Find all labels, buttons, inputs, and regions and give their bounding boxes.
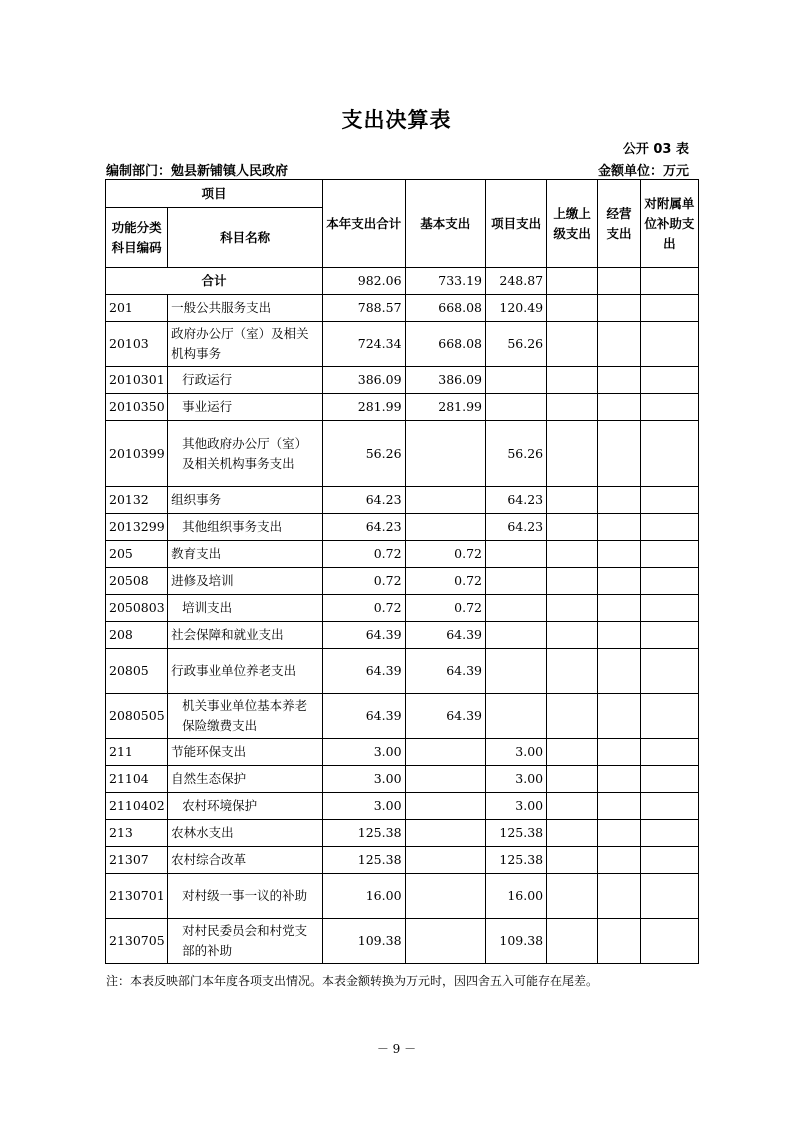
project-cell: 16.00 — [486, 874, 547, 919]
project-cell: 3.00 — [486, 793, 547, 820]
project-cell: 56.26 — [486, 421, 547, 487]
total-cell: 109.38 — [323, 919, 406, 964]
subject-name-cell: 行政运行 — [168, 367, 323, 394]
project-cell: 64.23 — [486, 514, 547, 541]
subject-name-cell: 一般公共服务支出 — [168, 295, 323, 322]
project-cell — [486, 541, 547, 568]
code-cell: 2110402 — [106, 793, 168, 820]
basic-cell: 386.09 — [405, 367, 485, 394]
subsidy-cell — [640, 421, 698, 487]
subsidy-cell — [640, 367, 698, 394]
table-row — [106, 514, 699, 541]
total-project: 248.87 — [486, 268, 547, 295]
subsidy-cell — [640, 541, 698, 568]
table-row — [106, 568, 699, 595]
header-row-top — [106, 180, 699, 208]
subsidy-cell — [640, 874, 698, 919]
form-code: 公开 03 表 — [622, 142, 689, 157]
total-row — [106, 268, 699, 295]
header-total-expenditure: 本年支出合计 — [323, 180, 406, 268]
operating-cell — [598, 793, 641, 820]
operating-cell — [598, 487, 641, 514]
upper-cell — [547, 694, 598, 739]
subsidy-cell — [640, 514, 698, 541]
code-cell: 20805 — [106, 649, 168, 694]
code-cell: 2013299 — [106, 514, 168, 541]
upper-cell — [547, 568, 598, 595]
subject-name-cell: 行政事业单位养老支出 — [168, 649, 323, 694]
project-cell: 125.38 — [486, 820, 547, 847]
code-cell: 211 — [106, 739, 168, 766]
table-row — [106, 394, 699, 421]
code-cell: 20103 — [106, 322, 168, 367]
code-cell: 205 — [106, 541, 168, 568]
subsidy-cell — [640, 568, 698, 595]
table-row — [106, 595, 699, 622]
subsidy-cell — [640, 295, 698, 322]
department-label: 编制部门：勉县新铺镇人民政府 — [106, 164, 289, 179]
upper-cell — [547, 322, 598, 367]
subsidy-cell — [640, 322, 698, 367]
subsidy-cell — [640, 919, 698, 964]
table-row — [106, 820, 699, 847]
total-subsidy — [640, 268, 698, 295]
subject-name-cell: 组织事务 — [168, 487, 323, 514]
upper-cell — [547, 541, 598, 568]
header-project-expenditure: 项目支出 — [486, 180, 547, 268]
total-cell: 64.23 — [323, 487, 406, 514]
subsidy-cell — [640, 394, 698, 421]
upper-cell — [547, 421, 598, 487]
total-sum: 982.06 — [323, 268, 406, 295]
upper-cell — [547, 874, 598, 919]
total-cell: 0.72 — [323, 595, 406, 622]
code-cell: 2130705 — [106, 919, 168, 964]
operating-cell — [598, 694, 641, 739]
code-cell: 20508 — [106, 568, 168, 595]
upper-cell — [547, 739, 598, 766]
subsidy-cell — [640, 487, 698, 514]
table-body — [106, 180, 699, 964]
operating-cell — [598, 595, 641, 622]
upper-cell — [547, 514, 598, 541]
basic-cell: 0.72 — [405, 595, 485, 622]
code-cell: 2010399 — [106, 421, 168, 487]
table-row — [106, 295, 699, 322]
subsidy-cell — [640, 694, 698, 739]
code-cell: 2010350 — [106, 394, 168, 421]
page-title: 支出决算表 — [341, 108, 452, 132]
operating-cell — [598, 739, 641, 766]
header-function-code: 功能分类科目编码 — [106, 208, 168, 268]
header-basic-expenditure: 基本支出 — [405, 180, 485, 268]
page-number: － 9 － — [376, 1042, 417, 1056]
header-subsidy-expenditure: 对附属单位补助支出 — [640, 180, 698, 268]
project-cell: 120.49 — [486, 295, 547, 322]
code-cell: 20132 — [106, 487, 168, 514]
code-cell: 2130701 — [106, 874, 168, 919]
subject-name-cell: 农村综合改革 — [168, 847, 323, 874]
total-cell: 16.00 — [323, 874, 406, 919]
operating-cell — [598, 874, 641, 919]
code-cell: 201 — [106, 295, 168, 322]
subject-name-cell: 其他政府办公厅（室）及相关机构事务支出 — [168, 421, 323, 487]
subject-name-cell: 对村民委员会和村党支部的补助 — [168, 919, 323, 964]
header-project: 项目 — [106, 180, 323, 208]
basic-cell — [405, 514, 485, 541]
total-basic: 733.19 — [405, 268, 485, 295]
project-cell — [486, 367, 547, 394]
total-cell: 64.39 — [323, 649, 406, 694]
upper-cell — [547, 649, 598, 694]
project-cell — [486, 568, 547, 595]
table-row — [106, 541, 699, 568]
operating-cell — [598, 367, 641, 394]
subsidy-cell — [640, 649, 698, 694]
table-row — [106, 919, 699, 964]
total-cell: 788.57 — [323, 295, 406, 322]
subsidy-cell — [640, 739, 698, 766]
basic-cell — [405, 766, 485, 793]
project-cell — [486, 622, 547, 649]
basic-cell: 64.39 — [405, 694, 485, 739]
subject-name-cell: 培训支出 — [168, 595, 323, 622]
subject-name-cell: 农林水支出 — [168, 820, 323, 847]
code-cell: 2080505 — [106, 694, 168, 739]
code-cell: 2050803 — [106, 595, 168, 622]
basic-cell: 281.99 — [405, 394, 485, 421]
basic-cell — [405, 820, 485, 847]
subject-name-cell: 政府办公厅（室）及相关机构事务 — [168, 322, 323, 367]
upper-cell — [547, 595, 598, 622]
table-row — [106, 322, 699, 367]
project-cell — [486, 595, 547, 622]
basic-cell: 0.72 — [405, 541, 485, 568]
basic-cell — [405, 919, 485, 964]
operating-cell — [598, 394, 641, 421]
table-row — [106, 622, 699, 649]
total-cell: 125.38 — [323, 847, 406, 874]
basic-cell — [405, 487, 485, 514]
subject-name-cell: 进修及培训 — [168, 568, 323, 595]
total-cell: 3.00 — [323, 766, 406, 793]
operating-cell — [598, 295, 641, 322]
table-row — [106, 766, 699, 793]
project-cell: 56.26 — [486, 322, 547, 367]
operating-cell — [598, 514, 641, 541]
basic-cell — [405, 847, 485, 874]
table-row — [106, 739, 699, 766]
subsidy-cell — [640, 766, 698, 793]
table-row — [106, 649, 699, 694]
table-row — [106, 367, 699, 394]
total-cell: 386.09 — [323, 367, 406, 394]
subject-name-cell: 对村级一事一议的补助 — [168, 874, 323, 919]
table-row — [106, 847, 699, 874]
code-cell: 21104 — [106, 766, 168, 793]
project-cell — [486, 649, 547, 694]
upper-cell — [547, 820, 598, 847]
header-upper-expenditure: 上缴上级支出 — [547, 180, 598, 268]
total-cell: 3.00 — [323, 739, 406, 766]
upper-cell — [547, 295, 598, 322]
subject-name-cell: 自然生态保护 — [168, 766, 323, 793]
total-label: 合计 — [106, 268, 323, 295]
basic-cell: 668.08 — [405, 295, 485, 322]
basic-cell — [405, 874, 485, 919]
basic-cell: 64.39 — [405, 649, 485, 694]
total-cell: 0.72 — [323, 541, 406, 568]
total-operating — [598, 268, 641, 295]
basic-cell — [405, 739, 485, 766]
subsidy-cell — [640, 793, 698, 820]
upper-cell — [547, 622, 598, 649]
basic-cell — [405, 793, 485, 820]
total-cell: 724.34 — [323, 322, 406, 367]
operating-cell — [598, 622, 641, 649]
upper-cell — [547, 847, 598, 874]
project-cell — [486, 394, 547, 421]
upper-cell — [547, 793, 598, 820]
subject-name-cell: 社会保障和就业支出 — [168, 622, 323, 649]
project-cell: 109.38 — [486, 919, 547, 964]
subject-name-cell: 教育支出 — [168, 541, 323, 568]
upper-cell — [547, 367, 598, 394]
code-cell: 21307 — [106, 847, 168, 874]
operating-cell — [598, 568, 641, 595]
operating-cell — [598, 820, 641, 847]
upper-cell — [547, 919, 598, 964]
unit-label: 金额单位：万元 — [597, 164, 689, 179]
subsidy-cell — [640, 847, 698, 874]
total-cell: 281.99 — [323, 394, 406, 421]
code-cell: 213 — [106, 820, 168, 847]
header-operating-expenditure: 经营支出 — [598, 180, 641, 268]
project-cell: 3.00 — [486, 739, 547, 766]
basic-cell: 668.08 — [405, 322, 485, 367]
total-cell: 3.00 — [323, 793, 406, 820]
subject-name-cell: 其他组织事务支出 — [168, 514, 323, 541]
table-row — [106, 793, 699, 820]
operating-cell — [598, 322, 641, 367]
total-cell: 64.39 — [323, 694, 406, 739]
table-row — [106, 694, 699, 739]
code-cell: 208 — [106, 622, 168, 649]
subject-name-cell: 机关事业单位基本养老保险缴费支出 — [168, 694, 323, 739]
upper-cell — [547, 487, 598, 514]
basic-cell: 0.72 — [405, 568, 485, 595]
total-cell: 64.39 — [323, 622, 406, 649]
total-cell: 0.72 — [323, 568, 406, 595]
footnote: 注：本表反映部门本年度各项支出情况。本表金额转换为万元时，因四舍五入可能存在尾差。 — [106, 974, 599, 988]
operating-cell — [598, 649, 641, 694]
subject-name-cell: 事业运行 — [168, 394, 323, 421]
operating-cell — [598, 541, 641, 568]
subsidy-cell — [640, 622, 698, 649]
upper-cell — [547, 766, 598, 793]
total-cell: 64.23 — [323, 514, 406, 541]
subsidy-cell — [640, 595, 698, 622]
operating-cell — [598, 766, 641, 793]
operating-cell — [598, 421, 641, 487]
project-cell — [486, 694, 547, 739]
header-subject-name: 科目名称 — [168, 208, 323, 268]
code-cell: 2010301 — [106, 367, 168, 394]
subject-name-cell: 农村环境保护 — [168, 793, 323, 820]
total-cell: 125.38 — [323, 820, 406, 847]
total-cell: 56.26 — [323, 421, 406, 487]
table-row — [106, 421, 699, 487]
basic-cell — [405, 421, 485, 487]
basic-cell: 64.39 — [405, 622, 485, 649]
project-cell: 3.00 — [486, 766, 547, 793]
subject-name-cell: 节能环保支出 — [168, 739, 323, 766]
operating-cell — [598, 919, 641, 964]
subsidy-cell — [640, 820, 698, 847]
total-upper — [547, 268, 598, 295]
project-cell: 64.23 — [486, 487, 547, 514]
operating-cell — [598, 847, 641, 874]
table-row — [106, 487, 699, 514]
upper-cell — [547, 394, 598, 421]
expenditure-table — [105, 179, 699, 964]
table-row — [106, 874, 699, 919]
project-cell: 125.38 — [486, 847, 547, 874]
